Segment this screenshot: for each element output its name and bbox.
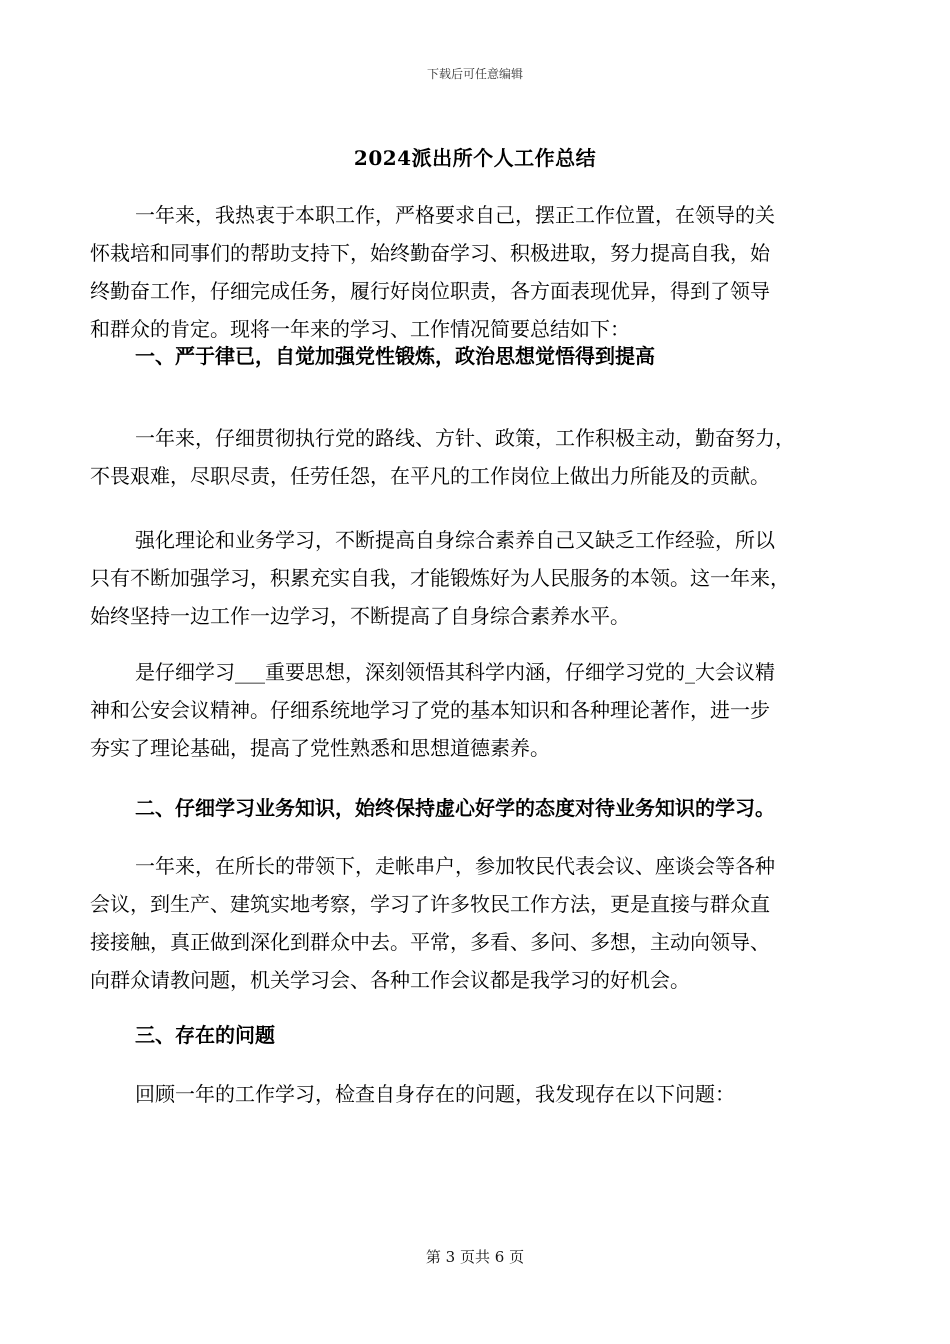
paragraph-line: 是仔细学习___重要思想，深刻领悟其科学内涵，仔细学习党的_大会议精 xyxy=(135,660,775,684)
intro-line: 和群众的肯定。现将一年来的学习、工作情况简要总结如下： xyxy=(90,317,630,341)
section3-paragraph-1 xyxy=(135,1075,850,1113)
paragraph-line: 会议，到生产、建筑实地考察，学习了许多牧民工作方法，更是直接与群众直 xyxy=(90,892,770,916)
paragraph-line: 夯实了理论基础，提高了党性熟悉和思想道德素养。 xyxy=(90,736,550,760)
section-heading: 一、严于律已，自觉加强党性锻炼，政治思想觉悟得到提高 xyxy=(135,344,655,368)
intro-line: 怀栽培和同事们的帮助支持下，始终勤奋学习、积极进取，努力提高自我，始 xyxy=(90,241,770,265)
paragraph-line: 不畏艰难，尽职尽责，任劳任怨，在平凡的工作岗位上做出力所能及的贡献。 xyxy=(90,464,770,488)
paragraph-line: 回顾一年的工作学习，检查自身存在的问题，我发现存在以下问题： xyxy=(135,1082,735,1106)
section1-paragraph-3 xyxy=(90,653,850,767)
paragraph-line: 接接触，真正做到深化到群众中去。平常，多看、多问、多想，主动向领导、 xyxy=(90,930,770,954)
page-number: 第 3 页共 6 页 xyxy=(425,1248,525,1266)
intro-paragraph xyxy=(90,196,850,348)
section-heading: 三、存在的问题 xyxy=(135,1023,275,1047)
paragraph-line: 一年来，仔细贯彻执行党的路线、方针、政策，工作积极主动，勤奋努力， xyxy=(135,426,795,450)
header-note: 下载后可任意编辑 xyxy=(426,67,523,81)
document-title: 2024派出所个人工作总结 xyxy=(353,146,597,170)
paragraph-line: 始终坚持一边工作一边学习，不断提高了自身综合素养水平。 xyxy=(90,604,630,628)
paragraph-line: 强化理论和业务学习，不断提高自身综合素养自己又缺乏工作经验，所以 xyxy=(135,528,775,552)
intro-line: 终勤奋工作，仔细完成任务，履行好岗位职责，各方面表现优异，得到了领导 xyxy=(90,279,770,303)
section1-paragraph-1 xyxy=(90,419,850,495)
paragraph-line: 只有不断加强学习，积累充实自我，才能锻炼好为人民服务的本领。这一年来， xyxy=(90,566,790,590)
paragraph-line: 神和公安会议精神。仔细系统地学习了党的基本知识和各种理论著作，进一步 xyxy=(90,698,770,722)
paragraph-line: 向群众请教问题，机关学习会、各种工作会议都是我学习的好机会。 xyxy=(90,968,690,992)
section-heading: 二、仔细学习业务知识，始终保持虚心好学的态度对待业务知识的学习。 xyxy=(135,796,775,820)
section2-paragraph-1 xyxy=(90,847,850,999)
intro-line: 一年来，我热衷于本职工作，严格要求自己，摆正工作位置，在领导的关 xyxy=(135,203,775,227)
paragraph-line: 一年来，在所长的带领下，走帐串户，参加牧民代表会议、座谈会等各种 xyxy=(135,854,775,878)
section1-paragraph-2 xyxy=(90,521,850,635)
